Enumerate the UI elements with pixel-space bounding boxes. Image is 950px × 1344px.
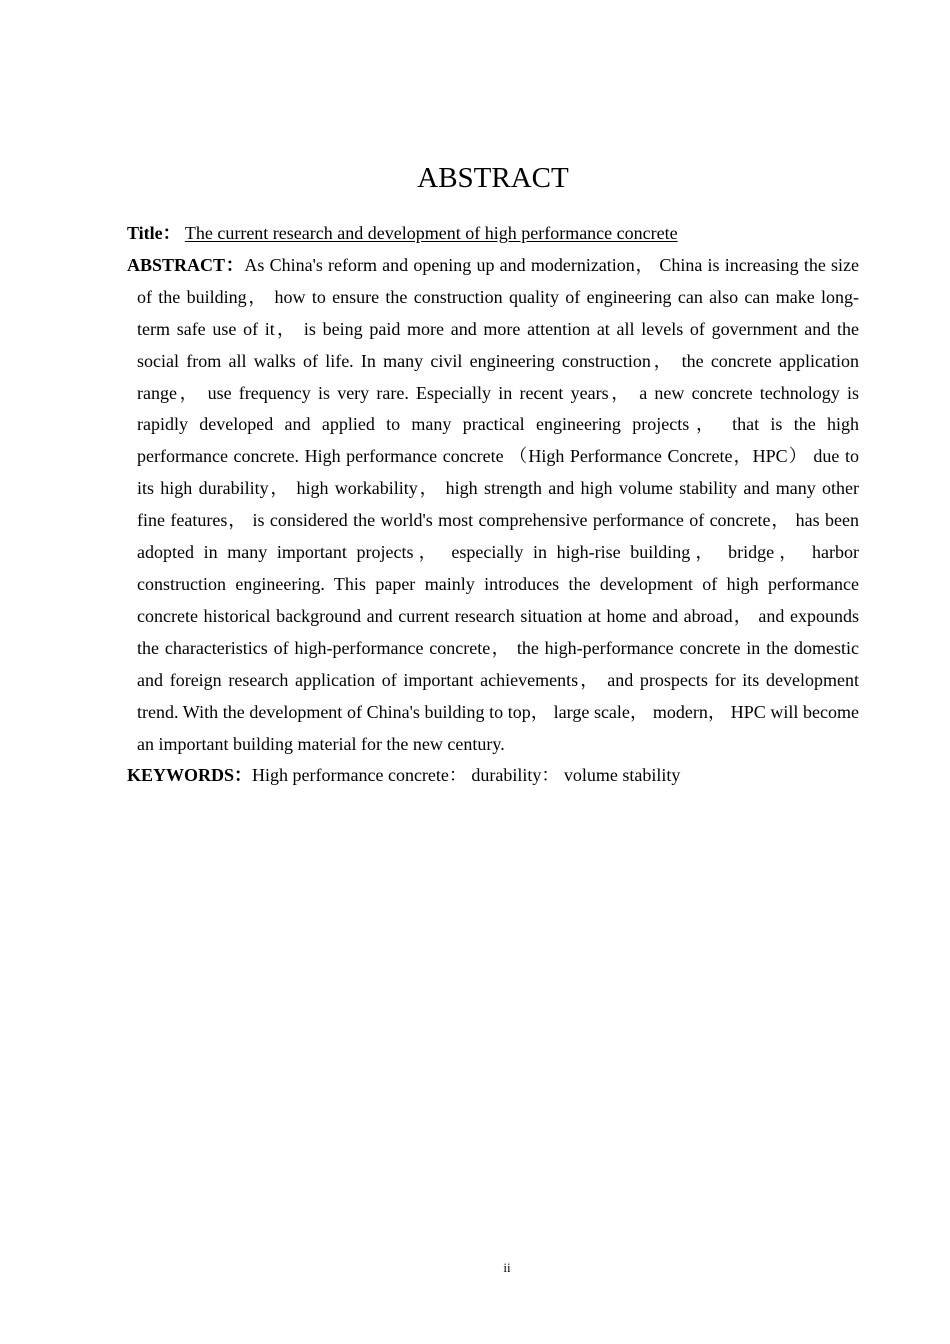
abstract-text: As China's reform and opening up and modernization， China is increasing the size of the building， how to ensure the construction quality of engineering can also can make long-term safe use of it， is being paid more and more attention at all levels of government and the social from all walks of life. In many civil engineering construction， the concrete application range， use frequency is very rare. Especially in recent years， a new concrete technology is rapidly developed and applied to many practical engineering projects， that is the high performance concrete. High performance concrete （High Performance Concrete，HPC） due to its high durability， high workability， high strength and high volume stability and many other fine features， is considered the world's most comprehensive performance of concrete， has been adopted in many important projects， especially in high-rise building， bridge， harbor construction engineering. This paper mainly introduces the development of high performance concrete historical background and current research situation at home and abroad， and expounds the characteristics of high-performance concrete， the high-performance concrete in the domestic and foreign research application of important achievements， and prospects for its development trend. With the development of China's building to top， large scale， modern， HPC will become an important building material for the new century. [137, 254, 859, 754]
keywords-line [127, 760, 859, 792]
abstract-paragraph [127, 250, 859, 761]
page-heading: ABSTRACT [417, 162, 569, 194]
title-line [127, 218, 859, 250]
page-number: ii [503, 1260, 511, 1275]
paper-title: The current research and development of high performance concrete [184, 223, 678, 243]
abstract-label: ABSTRACT： [127, 254, 245, 275]
keywords-label: KEYWORDS： [127, 765, 253, 786]
keywords-text: High performance concrete： durability： volume stability [252, 765, 681, 786]
abstract-content [127, 218, 859, 792]
title-label: Title： [127, 223, 181, 243]
